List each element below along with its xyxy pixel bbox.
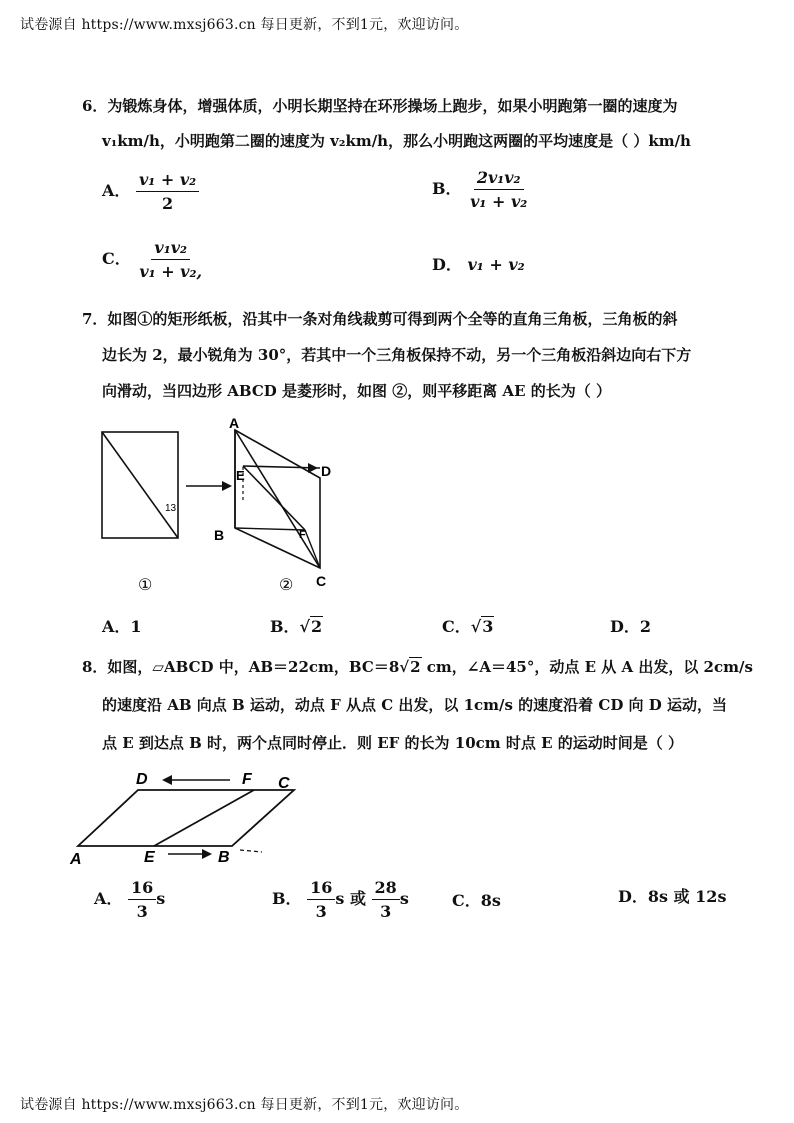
q8-point-c: C	[278, 775, 290, 792]
q6-option-b[interactable]	[432, 168, 530, 211]
q8-stem-line1: 8．如图，▱ABCD 中，AB＝22cm，BC＝8√2 cm，∠A＝45°，动点 E 从 A 出发，以 2cm/s	[82, 658, 753, 676]
fig1-caption: ①	[138, 577, 153, 594]
q6-stem-line2: v₁km/h，小明跑第二圈的速度为 v₂km/h，那么小明跑这两圈的平均速度是（ ）km/h	[102, 132, 691, 150]
sqrt: √2	[399, 658, 421, 676]
q8-point-d: D	[136, 771, 148, 788]
q8-point-f: F	[242, 771, 252, 788]
sqrt: √3	[470, 617, 494, 636]
option-label: D．	[432, 255, 462, 274]
option-label: D．	[610, 617, 640, 636]
fig2-caption: ②	[279, 577, 294, 594]
q7-stem-line3: 向滑动，当四边形 ABCD 是菱形时，如图 ②，则平移距离 AE 的长为（ ）	[102, 382, 611, 400]
q7-option-b[interactable]	[270, 614, 323, 637]
fraction: $\frac{28}{3}$	[372, 878, 400, 921]
segment-ef	[154, 790, 254, 846]
fig2-point-c: C	[316, 573, 327, 589]
fig2-point-f: F	[299, 529, 306, 541]
arrow-icon	[222, 481, 232, 491]
q8-option-d[interactable]: D．8s 或 12s	[618, 887, 727, 906]
dash-mark	[240, 850, 262, 852]
option-label: A．	[94, 889, 123, 908]
fraction: $\frac{16}{3}$	[307, 878, 335, 921]
fig2-point-d: D	[321, 463, 332, 479]
q8-option-b[interactable]: B． $\frac{16}{3}$ s 或 $\frac{28}{3}$ s	[272, 878, 409, 921]
fraction: $\frac{\text{v₁ + v₂}}{2}$	[136, 170, 199, 213]
q8-point-e: E	[144, 849, 155, 866]
q8-stem-line2: 的速度沿 AB 向点 B 运动，动点 F 从点 C 出发，以 1cm/s 的速度沿着 CD 向 D 运动，当	[102, 696, 728, 714]
option-label: C．	[442, 617, 471, 636]
option-label: B．	[270, 617, 300, 636]
option-label: B．	[272, 889, 302, 908]
fig1-diagonal	[102, 432, 178, 538]
option-label: D．	[618, 887, 648, 906]
fraction: $\frac{\text{v₁v₂}}{\text{v₁ + v₂,}}$	[139, 238, 203, 281]
q7-option-d[interactable]: D．2	[610, 617, 652, 636]
fig2-point-a: A	[229, 415, 240, 431]
option-label: B．	[432, 179, 462, 198]
q8-option-c[interactable]: C．8s	[452, 891, 501, 910]
q7-figure	[0, 405, 794, 605]
option-label: C．	[452, 891, 481, 910]
option-label: C．	[102, 249, 131, 268]
arrow-icon	[308, 463, 318, 473]
q6-option-d[interactable]: D． v₁ + v₂	[432, 255, 525, 274]
q8-option-a[interactable]: A． $\frac{16}{3}$ s	[94, 878, 166, 921]
fraction: $\frac{\text{2v₁v₂}}{\text{v₁ + v₂}}$	[470, 168, 528, 211]
q6-option-a[interactable]	[102, 170, 199, 213]
q8-figure	[0, 760, 794, 870]
fraction: $\frac{16}{3}$	[128, 878, 156, 921]
q8-point-a: A	[70, 851, 82, 868]
q6-option-c[interactable]	[102, 238, 205, 281]
option-label: A．	[102, 617, 131, 636]
arrow-left-icon	[162, 775, 172, 785]
parallelogram-abcd	[78, 790, 294, 846]
q8-stem-line3: 点 E 到达点 B 时，两个点同时停止．则 EF 的长为 10cm 时点 E 的运动时间是（ ）	[102, 734, 683, 752]
q7-option-c[interactable]	[442, 614, 494, 637]
q7-stem-line2: 边长为 2，最小锐角为 30°，若其中一个三角板保持不动，另一个三角板沿斜边向右下方	[102, 346, 692, 364]
option-label: A．	[102, 181, 131, 200]
q7-stem-line1: 7．如图①的矩形纸板，沿其中一条对角线裁剪可得到两个全等的直角三角板，三角板的斜	[82, 310, 678, 328]
q7-option-a[interactable]: A．1	[102, 617, 142, 636]
page-footer: 试卷源自 https://www.mxsj663.cn 每日更新，不到1元，欢迎访问。	[20, 1097, 469, 1113]
page-header: 试卷源自 https://www.mxsj663.cn 每日更新，不到1元，欢迎访问。	[20, 17, 469, 33]
fig2-point-b: B	[214, 527, 225, 543]
fig2-line-bf	[235, 528, 305, 530]
fig2-point-e: E	[236, 468, 245, 483]
q8-point-b: B	[218, 849, 230, 866]
q6-stem-line1: 6．为锻炼身体，增强体质，小明长期坚持在环形操场上跑步，如果小明跑第一圈的速度为	[82, 97, 678, 115]
fig2-line-ef	[243, 466, 305, 530]
arrow-right-icon	[202, 849, 212, 859]
sqrt: √2	[299, 617, 323, 636]
fig1-angle-label: 13	[165, 503, 177, 514]
